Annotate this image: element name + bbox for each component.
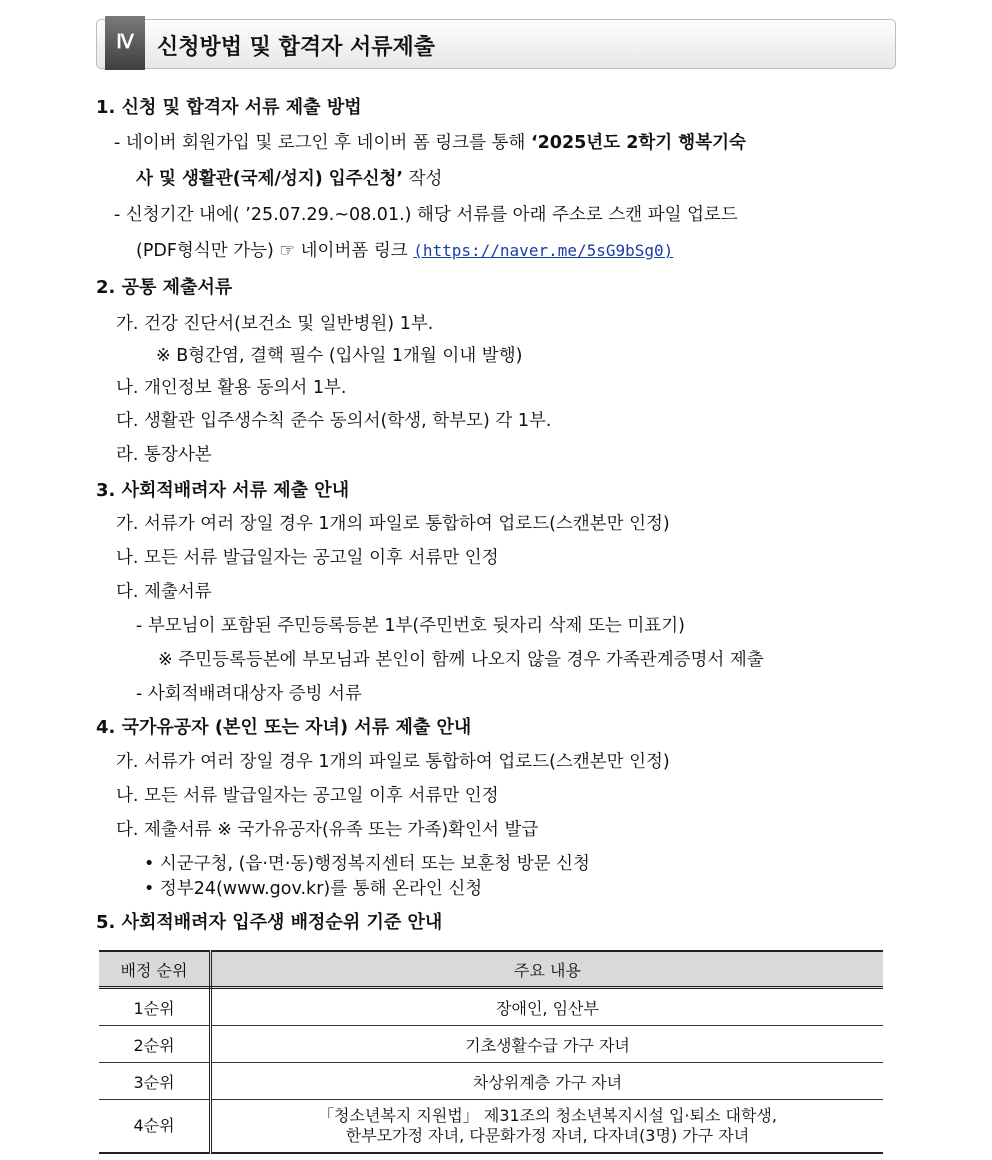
content-line-2: 한부모가정 자녀, 다문화가정 자녀, 다자녀(3명) 가구 자녀 [345, 1126, 750, 1145]
s4-item-b: 나. 모든 서류 발급일자는 공고일 이후 서류만 인정 [116, 786, 499, 806]
s4-bullet-1: • 시군구청, (읍·면·동)행정복지센터 또는 보훈청 방문 신청 [144, 854, 590, 874]
rank-cell: 1순위 [99, 988, 211, 1026]
s3-item-c: 다. 제출서류 [116, 582, 212, 602]
section-number-badge: Ⅳ [105, 16, 145, 70]
s1-line1a-text: - 네이버 회원가입 및 로그인 후 네이버 폼 링크를 통해 [114, 133, 531, 153]
s3-item-c1: - 부모님이 포함된 주민등록등본 1부(주민번호 뒷자리 삭제 또는 미표기) [136, 616, 685, 636]
heading-5: 5. 사회적배려자 입주생 배정순위 기준 안내 [96, 912, 443, 933]
content-cell: 차상위계층 가구 자녀 [211, 1063, 884, 1100]
heading-1: 1. 신청 및 합격자 서류 제출 방법 [96, 97, 362, 118]
s1-line1a [114, 131, 746, 155]
s2-item-a-note: ※ B형간염, 결핵 필수 (입사일 1개월 이내 발행) [156, 346, 523, 366]
heading-3: 3. 사회적배려자 서류 제출 안내 [96, 480, 350, 501]
table-row [99, 988, 883, 1026]
section-header [96, 19, 896, 69]
table-row [99, 1063, 883, 1100]
s1-line1b-bold: 사 및 생활관(국제/성지) 입주신청’ [136, 169, 404, 189]
content-cell: 장애인, 임산부 [211, 988, 884, 1026]
s4-item-c: 다. 제출서류 ※ 국가유공자(유족 또는 가족)확인서 발급 [116, 820, 539, 840]
s3-item-c2: - 사회적배려대상자 증빙 서류 [136, 684, 362, 704]
s1-line1b [136, 167, 442, 191]
s4-bullet-2: • 정부24(www.gov.kr)를 통해 온라인 신청 [144, 879, 483, 899]
rank-cell: 4순위 [99, 1100, 211, 1154]
s3-item-c1-note: ※ 주민등록등본에 부모님과 본인이 함께 나오지 않을 경우 가족관계증명서 제출 [158, 650, 764, 670]
s2-item-d: 라. 통장사본 [116, 445, 212, 465]
s2-item-c: 다. 생활관 입주생수칙 준수 동의서(학생, 학부모) 각 1부. [116, 411, 552, 431]
rank-cell: 2순위 [99, 1026, 211, 1063]
s1-line2b [136, 239, 673, 263]
content-cell [211, 1100, 884, 1154]
heading-4: 4. 국가유공자 (본인 또는 자녀) 서류 제출 안내 [96, 717, 472, 738]
naver-form-link[interactable]: (https://naver.me/5sG9bSg0) [413, 241, 674, 260]
table-row [99, 1100, 883, 1154]
s1-line2a: - 신청기간 내에( ’25.07.29.~08.01.) 해당 서류를 아래 주소로 스캔 파일 업로드 [114, 205, 738, 225]
content-line-1: 「청소년복지 지원법」 제31조의 청소년복지시설 입·퇴소 대학생, [318, 1106, 777, 1125]
s1-line2b-text: (PDF형식만 가능) ☞ 네이버폼 링크 [136, 241, 414, 261]
rank-cell: 3순위 [99, 1063, 211, 1100]
priority-table [99, 950, 883, 1154]
s1-line1b-text: 작성 [403, 169, 443, 189]
table-row [99, 1026, 883, 1063]
col-header-content: 주요 내용 [211, 951, 884, 988]
section-title: 신청방법 및 합격자 서류제출 [157, 35, 436, 60]
s3-item-b: 나. 모든 서류 발급일자는 공고일 이후 서류만 인정 [116, 548, 499, 568]
heading-2: 2. 공통 제출서류 [96, 277, 233, 298]
s2-item-a: 가. 건강 진단서(보건소 및 일반병원) 1부. [116, 314, 434, 334]
s2-item-b: 나. 개인정보 활용 동의서 1부. [116, 378, 347, 398]
table-header-row [99, 951, 883, 988]
s1-line1a-bold: ‘2025년도 2학기 행복기숙 [530, 133, 746, 153]
s3-item-a: 가. 서류가 여러 장일 경우 1개의 파일로 통합하여 업로드(스캔본만 인정) [116, 514, 670, 534]
content-cell: 기초생활수급 가구 자녀 [211, 1026, 884, 1063]
s4-item-a: 가. 서류가 여러 장일 경우 1개의 파일로 통합하여 업로드(스캔본만 인정) [116, 752, 670, 772]
col-header-rank: 배정 순위 [99, 951, 211, 988]
